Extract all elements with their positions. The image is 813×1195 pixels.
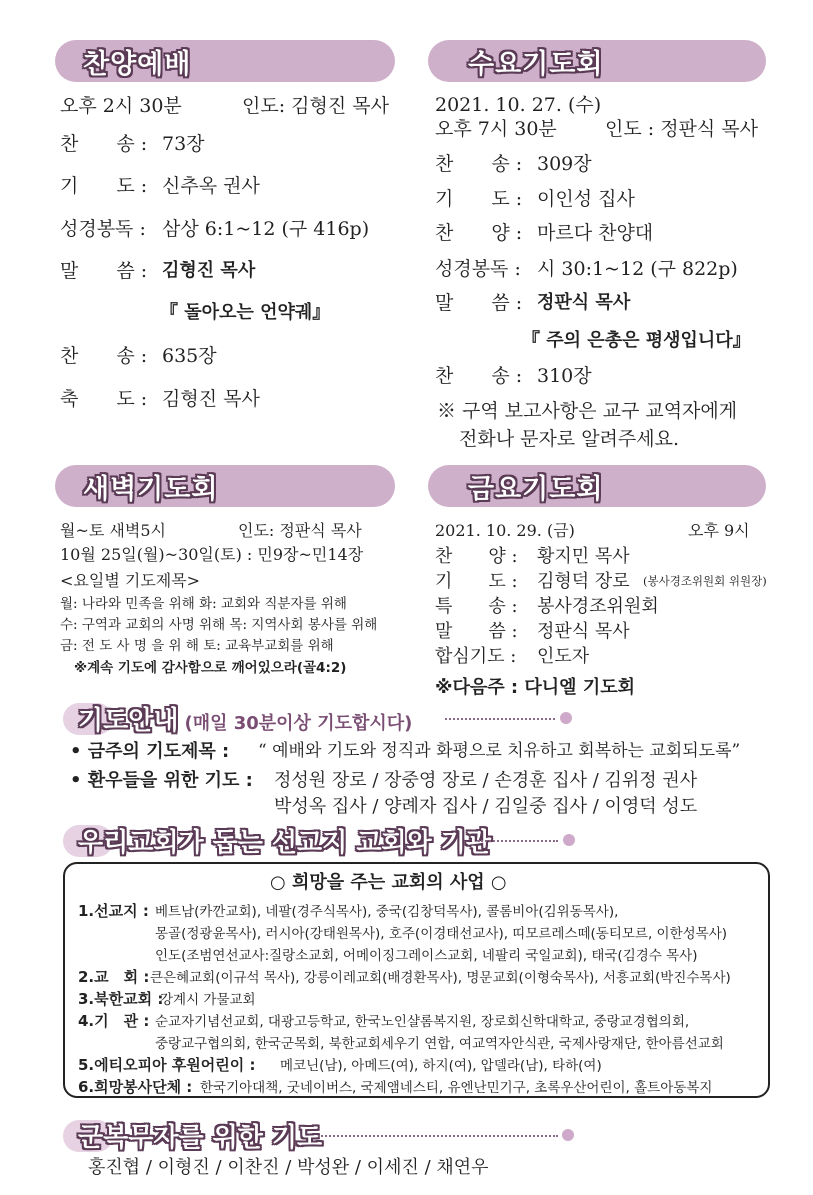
section-header-sunday xyxy=(55,40,395,82)
program-value: 309장 xyxy=(537,153,592,175)
program-label: 찬 양 : xyxy=(435,546,518,567)
mission-text: 강계시 가물교회 xyxy=(160,992,256,1008)
program-label: 말 씀 : xyxy=(60,260,148,282)
dawn-subtitle: <요일별 기도제목> xyxy=(60,571,201,590)
prayer-guide-heading: 기도안내 xyxy=(78,706,179,736)
program-value: 김형진 목사 xyxy=(162,388,260,410)
program-label: 찬 양 : xyxy=(435,222,523,244)
program-value: 정판식 목사 xyxy=(537,621,630,642)
section-title: 새벽기도회 xyxy=(83,474,219,505)
patients-line: 박성옥 집사 / 양례자 집사 / 김일중 집사 / 이영덕 성도 xyxy=(274,796,698,817)
program-value: 시 30:1~12 (구 822p) xyxy=(537,258,738,280)
program-label: 말 씀 : xyxy=(435,292,523,314)
section-title: 금요기도회 xyxy=(468,474,604,505)
mission-text: 몽골(정광윤목사), 러시아(강태원목사), 호주(이경태선교사), 띠모르레스떼(동티모르, 이한성목사) xyxy=(155,926,728,942)
section-header-wednesday xyxy=(428,40,766,82)
program-value: 신추옥 권사 xyxy=(162,175,260,197)
program-value: 김형덕 장로 xyxy=(537,571,630,592)
dawn-topic: 월: 나라와 민족을 위해 화: 교회와 직분자를 위해 xyxy=(60,596,347,612)
wednesday-time: 오후 7시 30분 xyxy=(435,118,557,140)
program-value: 삼상 6:1~12 (구 416p) xyxy=(162,218,370,240)
patients-label: • 환우들을 위한 기도 : xyxy=(70,770,253,791)
mission-text: 인도(조범연선교사:질랑소교회, 어메이징그레이스교회, 네팔리 국일교회), 태국(김경수 목사) xyxy=(155,948,698,964)
mission-text: 베트남(카깐교회), 네팔(경주식목사), 중국(김창덕목사), 콜롬비아(김위동목사), xyxy=(155,904,619,920)
program-value: 김형진 목사 xyxy=(162,260,256,281)
program-label: 기 도 : xyxy=(435,188,523,210)
program-value: 마르다 찬양대 xyxy=(537,222,654,244)
missions-title: 우리교회가 돕는 선교지 교회와 기관 xyxy=(78,828,491,858)
program-label: 성경봉독 : xyxy=(60,218,146,240)
prayer-topic-label: • 금주의 기도제목 : xyxy=(70,741,230,762)
prayer-guide-title xyxy=(78,700,412,737)
program-label: 기 도 : xyxy=(60,175,148,197)
mission-label: 5.에티오피아 후원어린이 : xyxy=(78,1056,256,1074)
decor-dot xyxy=(562,1129,574,1141)
prayer-topic-value: “ 예배와 기도와 정직과 화평으로 치유하고 회복하는 교회되도록” xyxy=(258,741,741,761)
program-extra: (봉사경조위원회 위원장) xyxy=(643,574,767,588)
decor-dot xyxy=(563,834,575,846)
wednesday-date: 2021. 10. 27. (수) xyxy=(435,94,602,116)
mission-label: 2.교 회 : xyxy=(78,968,150,986)
dotted-leader xyxy=(478,840,558,842)
mission-label: 6.희망봉사단체 : xyxy=(78,1078,193,1096)
wednesday-note-2: 전화나 문자로 알려주세요. xyxy=(459,428,680,450)
program-value: 인도자 xyxy=(537,646,590,667)
sunday-leader: 인도: 김형진 목사 xyxy=(242,95,389,117)
mission-text: 순교자기념선교회, 대광고등학교, 한국노인샬롬복지원, 장로회신학대학교, 중랑교경협의회, xyxy=(155,1014,690,1030)
program-value: 310장 xyxy=(537,365,592,387)
friday-next: ※다음주 : 다니엘 기도회 xyxy=(435,677,635,698)
program-label: 찬 송 : xyxy=(60,345,148,367)
prayer-guide-subtitle: (매일 30분이상 기도합시다) xyxy=(184,713,413,734)
military-names: 홍진협 / 이형진 / 이찬진 / 박성완 / 이세진 / 채연우 xyxy=(88,1157,489,1178)
program-label: 찬 송 : xyxy=(60,133,148,155)
dotted-leader xyxy=(445,718,555,720)
program-value: 『 돌아오는 언약궤』 xyxy=(160,302,331,323)
mission-text: 중랑교구협의회, 한국군목회, 북한교회세우기 연합, 여교역자안식관, 국제사랑재단, 한아름선교회 xyxy=(155,1036,724,1052)
dawn-leader: 인도: 정판식 목사 xyxy=(238,521,362,540)
sunday-time: 오후 2시 30분 xyxy=(60,95,182,117)
friday-time: 오후 9시 xyxy=(688,521,750,540)
section-header-dawn xyxy=(55,465,395,507)
program-value: 정판식 목사 xyxy=(537,292,631,313)
mission-text: 한국기아대책, 굿네이버스, 국제앰네스티, 유엔난민기구, 초록우산어린이, 홀트아동복지 xyxy=(200,1080,713,1096)
program-value: 73장 xyxy=(162,133,205,155)
program-value: 이인성 집사 xyxy=(537,188,635,210)
program-label: 말 씀 : xyxy=(435,621,518,642)
mission-text: 큰은혜교회(이규석 목사), 강릉이레교회(배경환목사), 명문교회(이형숙목사), 서흥교회(박진수목사) xyxy=(150,970,731,986)
program-label: 찬 송 : xyxy=(435,365,523,387)
program-value: 635장 xyxy=(162,345,217,367)
wednesday-note: ※ 구역 보고사항은 교구 교역자에게 xyxy=(437,400,738,422)
program-label: 축 도 : xyxy=(60,388,148,410)
mission-label: 1.선교지 : xyxy=(78,902,149,920)
missions-box-title: ○ 희망을 주는 교회의 사업 ○ xyxy=(270,872,507,893)
section-title: 수요기도회 xyxy=(468,49,604,80)
friday-date: 2021. 10. 29. (금) xyxy=(435,521,575,540)
dotted-leader xyxy=(318,1135,558,1137)
program-label: 기 도 : xyxy=(435,571,518,592)
dawn-topic: 금: 전 도 사 명 을 위 해 토: 교육부교회를 위해 xyxy=(60,638,334,654)
decor-dot xyxy=(560,712,572,724)
mission-label: 3.북한교회 : xyxy=(78,990,164,1008)
program-value: 봉사경조위원회 xyxy=(537,596,659,617)
dawn-scripture: 10월 25일(월)~30일(토) : 민9장~민14장 xyxy=(60,545,364,564)
dawn-time: 월~토 새벽5시 xyxy=(60,521,166,540)
program-value: 『 주의 은총은 평생입니다』 xyxy=(522,330,751,351)
section-header-friday xyxy=(428,465,766,507)
program-label: 특 송 : xyxy=(435,596,518,617)
patients-line: 정성원 장로 / 장중영 장로 / 손경훈 집사 / 김위정 권사 xyxy=(274,770,698,791)
mission-label: 4.기 관 : xyxy=(78,1012,150,1030)
military-title: 군복무자를 위한 기도 xyxy=(78,1123,323,1153)
program-label: 찬 송 : xyxy=(435,153,523,175)
dawn-verse: ※계속 기도에 감사함으로 깨어있으라(골4:2) xyxy=(74,660,347,676)
dawn-topic: 수: 구역과 교회의 사명 위해 목: 지역사회 봉사를 위해 xyxy=(60,617,378,633)
wednesday-leader: 인도 : 정판식 목사 xyxy=(605,118,758,140)
program-label: 성경봉독 : xyxy=(435,258,521,280)
program-value: 황지민 목사 xyxy=(537,546,630,567)
mission-text: 메코닌(남), 아메드(여), 하지(여), 압델라(남), 타하(여) xyxy=(280,1058,602,1074)
program-label: 합심기도 : xyxy=(435,646,517,667)
section-title: 찬양예배 xyxy=(83,49,192,80)
